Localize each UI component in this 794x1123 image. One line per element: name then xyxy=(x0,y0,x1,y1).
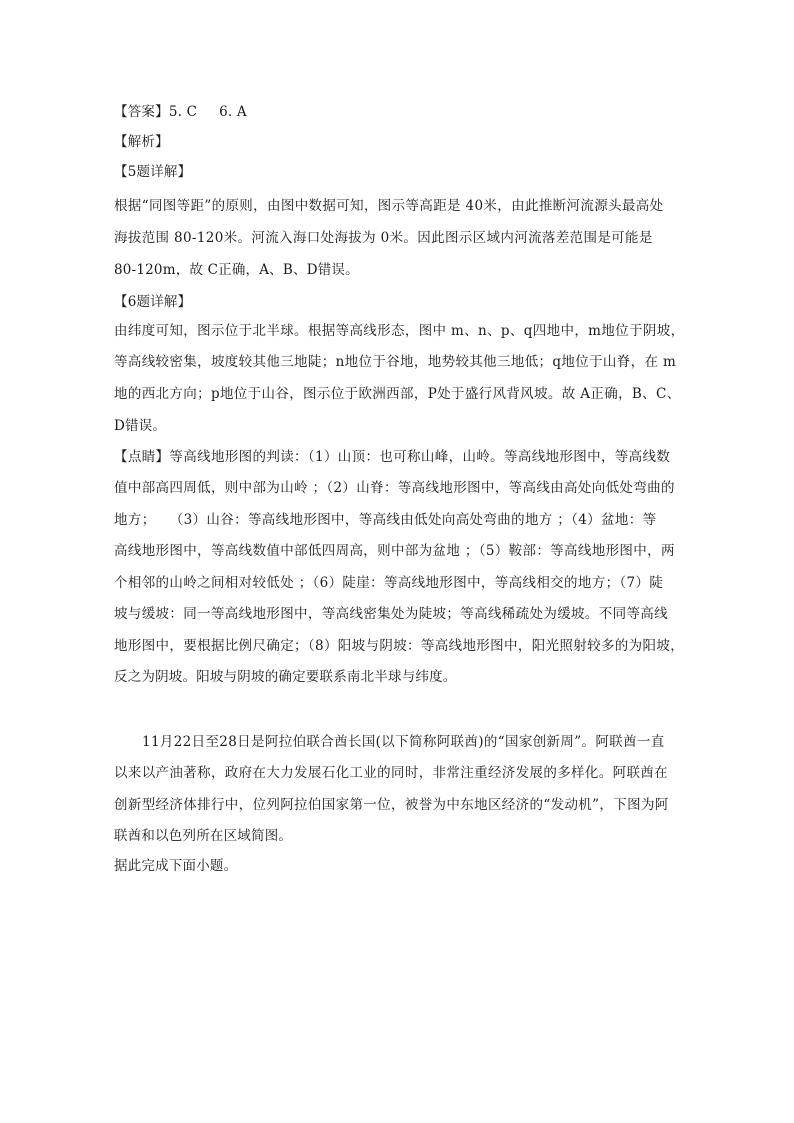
passage-line: 创新型经济体排行中，位列阿拉伯国家第一位，被誉为中东地区经济的“发动机”，下图为阿 xyxy=(114,797,669,813)
answer-q6: 6. A xyxy=(219,104,247,120)
tips-line: 【点睛】等高线地形图的判读：（1）山顶：也可称山峰，山岭。等高线地形图中，等高线数 xyxy=(114,449,671,465)
q6-line: 等高线较密集，坡度较其他三地陡；n地位于谷地，地势较其他三地低；q地位于山脊，在 m xyxy=(114,354,677,370)
tips-line: 个相邻的山岭之间相对较低处 ；（6）陡崖：等高线地形图中，等高线相交的地方；（7）陡 xyxy=(114,575,664,591)
passage-line: 联酋和以色列所在区域简图。 xyxy=(114,828,293,844)
q6-line: D错误。 xyxy=(114,418,167,434)
passage-line: 据此完成下面小题。 xyxy=(114,858,238,874)
analysis-heading: 【解析】 xyxy=(114,134,169,150)
q5-heading: 【5题详解】 xyxy=(114,164,192,180)
q5-line: 根据“同图等距”的原则，由图中数据可知，图示等高距是 40米，由此推断河流源头最高处 xyxy=(114,198,664,214)
q5-line: 80-120m，故 C正确，A、B、D错误。 xyxy=(114,262,359,278)
tips-line: 地形图中，要根据比例尺确定；（8）阳坡与阴坡：等高线地形图中，阳光照射较多的为阳坡， xyxy=(114,638,685,654)
tips-line: 地方； （3）山谷：等高线地形图中，等高线由低处向高处弯曲的地方 ；（4）盆地：等 xyxy=(114,512,657,528)
answer-label: 【答案】 xyxy=(114,104,169,120)
tips-line: 值中部高四周低，则中部为山岭 ；（2）山脊：等高线地形图中，等高线由高处向低处弯曲的 xyxy=(114,480,675,496)
answer-line xyxy=(114,102,247,122)
q6-line: 由纬度可知，图示位于北半球。根据等高线形态，图中 m、n、p、q四地中，m地位于阴坡， xyxy=(114,323,685,339)
tips-line: 反之为阴坡。阳坡与阴坡的确定要联系南北半球与纬度。 xyxy=(114,669,457,685)
q5-line: 海拔范围 80-120米。河流入海口处海拔为 0米。因此图示区域内河流落差范围是可能是 xyxy=(114,230,653,246)
q6-line: 地的西北方向；p地位于山谷，图示位于欧洲西部，P处于盛行风背风坡。故 A正确，B、C、 xyxy=(114,386,681,402)
q6-heading: 【6题详解】 xyxy=(114,294,192,310)
passage-line: 11月22日至28日是阿拉伯联合酋长国(以下简称阿联酋)的“国家创新周”。阿联酋一直 xyxy=(142,734,665,750)
tips-line: 高线地形图中，等高线数值中部低四周高，则中部为盆地 ；（5）鞍部：等高线地形图中，两 xyxy=(114,543,675,559)
answer-q5: 5. C xyxy=(168,104,198,120)
passage-line: 以来以产油著称，政府在大力发展石化工业的同时，非常注重经济发展的多样化。阿联酋在 xyxy=(114,765,668,781)
tips-line: 坡与缓坡：同一等高线地形图中，等高线密集处为陡坡；等高线稀疏处为缓坡。不同等高线 xyxy=(114,606,668,622)
